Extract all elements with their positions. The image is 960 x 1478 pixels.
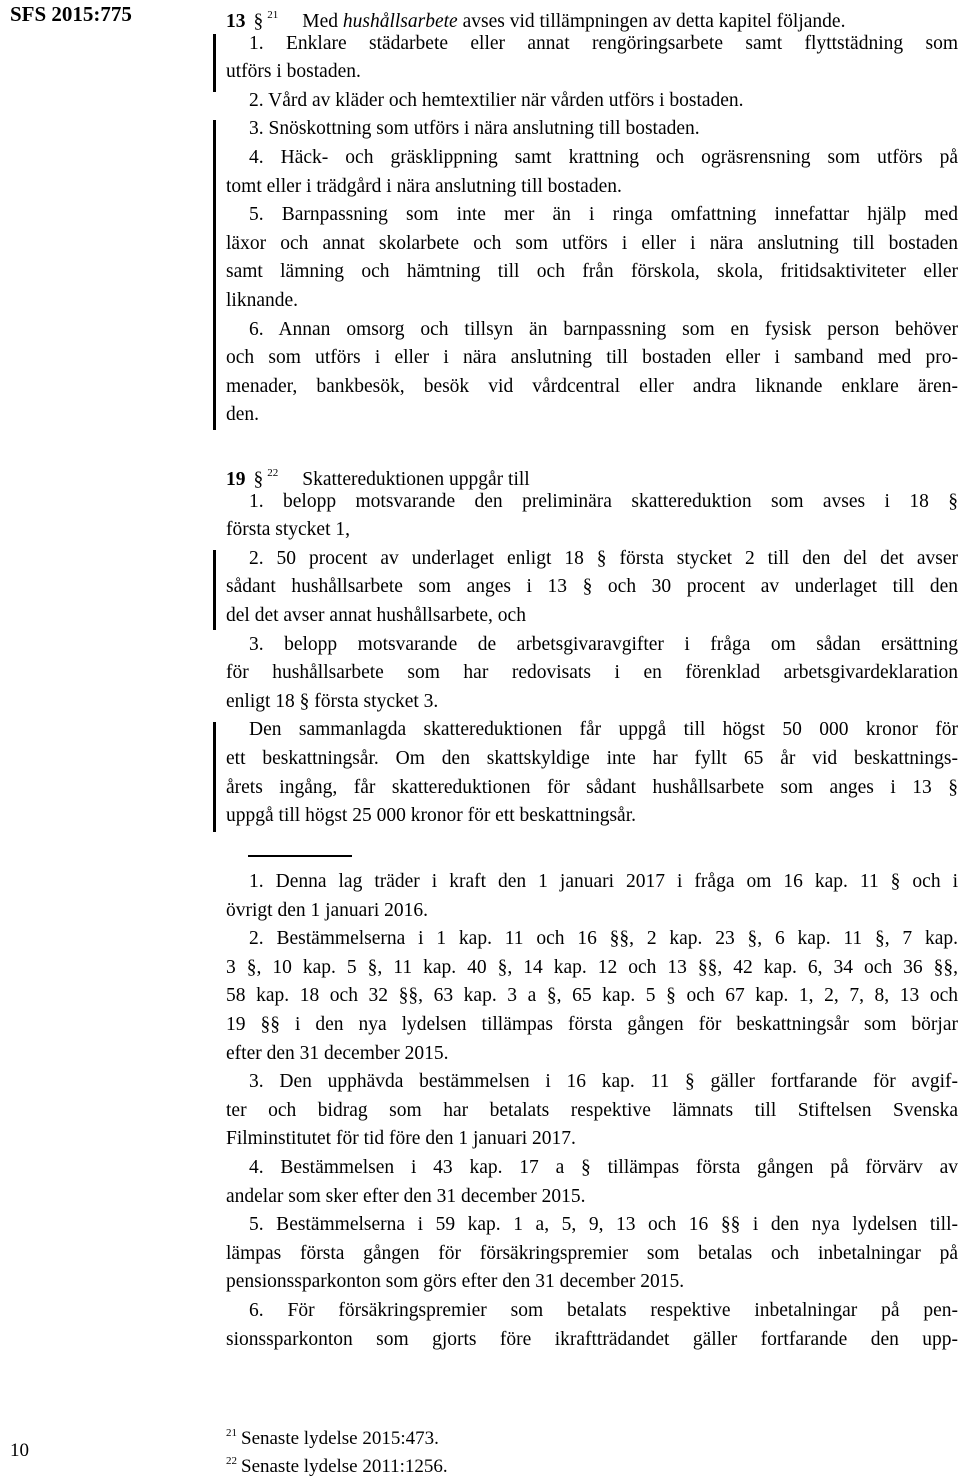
section-19-heading — [226, 459, 958, 488]
text-line: årets ingång, får skattereduktionen för sådant hushållsarbete som anges i 13 § — [226, 776, 958, 798]
text-line: 6. För försäkringspremier som betalats respektive inbetalningar på pen- — [249, 1299, 958, 1321]
text-line: pensionssparkonton som görs efter den 31 december 2015. — [226, 1271, 685, 1293]
separator-rule — [248, 855, 352, 857]
section-13 — [226, 1, 958, 430]
section-sign: § — [253, 469, 264, 490]
footnotes — [226, 1422, 448, 1478]
text-line: 6. Annan omsorg och tillsyn än barnpassning som en fysisk person behöver — [249, 318, 958, 340]
text-line: samt lämning och hämtning till och från förskola, skola, fritidsaktiviteter eller — [226, 261, 958, 283]
text-line: läxor och annat skolarbete och som utförs i eller i nära anslutning till bostaden — [226, 232, 958, 254]
section-number: 19 — [226, 469, 246, 490]
page-number: 10 — [10, 1440, 29, 1461]
text-line: utförs i bostaden. — [226, 61, 361, 83]
text-line: övrigt den 1 januari 2016. — [226, 899, 428, 921]
text-line: sådant hushållsarbete som anges i 13 § och 30 procent av underlaget till den — [226, 576, 958, 598]
section-number: 13 — [226, 11, 246, 32]
section-title: Skattereduktionen uppgår till — [302, 469, 530, 490]
defined-term: hushållsarbete — [342, 11, 458, 32]
change-bar — [213, 120, 216, 430]
text-line: 3. Snöskottning som utförs i nära anslutning till bostaden. — [249, 118, 700, 140]
change-bar — [213, 550, 216, 630]
text-line: liknande. — [226, 289, 299, 311]
footnote-text: Senaste lydelse 2015:473. — [241, 1428, 439, 1449]
text-line: 1. Enklare städarbete eller annat rengöringsarbete samt flyttstädning som — [249, 32, 958, 54]
text-line: 4. Bestämmelsen i 43 kap. 17 a § tillämpas första gången på förvärv av — [249, 1156, 958, 1178]
text-line: 5. Barnpassning som inte mer än i ringa omfattning innefattar hjälp med — [249, 204, 958, 226]
intro-text: Med — [302, 11, 343, 32]
text-line: 2. Vård av kläder och hemtextilier när vården utförs i bostaden. — [249, 89, 744, 111]
text-line: del det avser annat hushållsarbete, och — [226, 604, 526, 626]
change-bar — [213, 722, 216, 832]
text-line: enligt 18 § första stycket 3. — [226, 690, 439, 712]
text-line: ett beskattningsår. Om den skattskyldige inte har fyllt 65 år vid beskattnings- — [226, 747, 958, 769]
text-line: 2. Bestämmelserna i 1 kap. 11 och 16 §§, 2 kap. 23 §, 6 kap. 11 §, 7 kap. — [249, 928, 958, 950]
footnote — [226, 1450, 448, 1478]
text-line: 5. Bestämmelserna i 59 kap. 1 a, 5, 9, 13 och 16 §§ i den nya lydelsen till- — [249, 1214, 958, 1236]
text-line: den. — [226, 404, 260, 426]
footnote-ref: 21 — [267, 9, 279, 21]
footnote-number: 21 — [226, 1427, 237, 1439]
text-line: 2. 50 procent av underlaget enligt 18 § första stycket 2 till den del det avser — [249, 547, 958, 569]
footnote — [226, 1422, 448, 1450]
intro-text: avses vid tillämpningen av detta kapitel följande. — [457, 11, 846, 32]
text-line: första stycket 1, — [226, 519, 351, 541]
text-line: andelar som sker efter den 31 december 2015. — [226, 1185, 586, 1207]
text-line: 1. belopp motsvarande den preliminära skattereduktion som avses i 18 § — [249, 490, 958, 512]
text-line: Filminstitutet för tid före den 1 januari 2017. — [226, 1128, 576, 1150]
footnote-text: Senaste lydelse 2011:1256. — [241, 1456, 448, 1477]
footnote-number: 22 — [226, 1455, 237, 1467]
section-13-heading — [226, 1, 958, 30]
footnote-ref: 22 — [267, 467, 279, 479]
sfs-number: SFS 2015:775 — [10, 2, 132, 26]
section-sign: § — [253, 11, 264, 32]
text-line: 3. belopp motsvarande de arbetsgivaravgifter i fråga om sådan ersättning — [249, 633, 958, 655]
text-line: Den sammanlagda skattereduktionen får uppgå till högst 50 000 kronor för — [249, 719, 958, 741]
text-line: för hushållsarbete som har redovisats i en förenklad arbetsgivardeklaration — [226, 662, 958, 684]
text-line: 3. Den upphävda bestämmelsen i 16 kap. 11 § gäller fortfarande för avgif- — [249, 1071, 958, 1093]
text-line: 19 §§ i den nya lydelsen tillämpas första gången för beskattningsår som börjar — [226, 1013, 958, 1035]
text-line: sionssparkonton som gjorts före ikraftträdandet gäller fortfarande den upp- — [226, 1328, 958, 1350]
text-line: uppgå till högst 25 000 kronor för ett beskattningsår. — [226, 805, 636, 827]
section-19 — [226, 459, 958, 831]
transitional-provisions — [226, 868, 958, 1354]
text-line: 4. Häck- och gräsklippning samt krattning och ogräsrensning som utförs på — [249, 146, 958, 168]
text-line: tomt eller i trädgård i nära anslutning till bostaden. — [226, 175, 622, 197]
change-bar — [213, 34, 216, 92]
text-line: efter den 31 december 2015. — [226, 1042, 449, 1064]
text-line: menader, bankbesök, besök vid vårdcentral eller andra liknande enklare ären- — [226, 375, 958, 397]
text-line: och som utförs i eller i nära anslutning till bostaden eller i samband med pro- — [226, 347, 958, 369]
text-line: 1. Denna lag träder i kraft den 1 januari 2017 i fråga om 16 kap. 11 § och i — [249, 871, 958, 892]
text-line: 58 kap. 18 och 32 §§, 63 kap. 3 a §, 65 kap. 5 § och 67 kap. 1, 2, 7, 8, 13 och — [226, 985, 958, 1007]
text-line: lämpas första gången för försäkringspremier som betalas och inbetalningar på — [226, 1242, 958, 1264]
text-line: ter och bidrag som har betalats respektive lämnats till Stiftelsen Svenska — [226, 1099, 958, 1121]
text-line: 3 §, 10 kap. 5 §, 11 kap. 40 §, 14 kap. 12 och 13 §§, 42 kap. 6, 34 och 36 §§, — [226, 956, 958, 978]
